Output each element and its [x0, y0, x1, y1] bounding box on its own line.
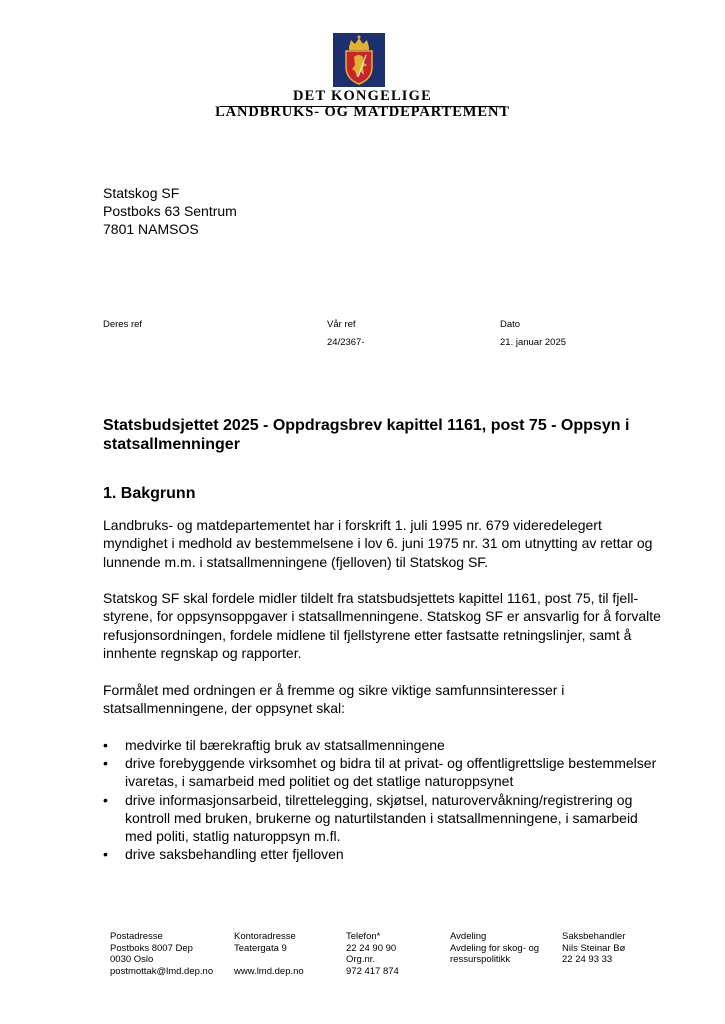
- footer-kontoradresse: Kontoradresse Teatergata 9 www.lmd.dep.no: [234, 931, 304, 977]
- footer-saksbehandler: Saksbehandler Nils Steinar Bø 22 24 93 33: [562, 931, 626, 965]
- list-item: • drive saksbehandling etter fjelloven: [103, 846, 344, 863]
- recipient-city: 7801 NAMSOS: [103, 221, 199, 237]
- footer-postadresse: Postadresse Postboks 8007 Dep 0030 Oslo postmottak@lmd.dep.no: [110, 931, 214, 977]
- bullet-icon: •: [103, 791, 108, 808]
- paragraph-3: Formålet med ordningen er å fremme og sikre viktige samfunnsinteresser i statsallmenningene, der oppsynet skal:: [103, 682, 565, 717]
- recipient-address: [103, 184, 237, 238]
- department-name-line2: LANDBRUKS- OG MATDEPARTEMENT: [215, 104, 510, 120]
- bullet-icon: •: [103, 846, 108, 863]
- bullet-list: [103, 736, 663, 863]
- deres-ref-label: Deres ref: [103, 319, 143, 330]
- paragraph-1: Landbruks- og matdepartementet har i forskrift 1. juli 1995 nr. 679 videredelegert myndighet i medhold av bestemmelsene i lov 6. juni 1975 nr. 31 om utnytting av rettar og lunnende m.m. i statsallmenningene (fjelloven) til Statskog SF.: [103, 517, 653, 570]
- dato-value: 21. januar 2025: [500, 337, 567, 348]
- document-title: Statsbudsjettet 2025 - Oppdragsbrev kapittel 1161, post 75 - Oppsyn i statsallmenninger: [103, 417, 630, 453]
- footer-avdeling: Avdeling Avdeling for skog- og ressurspolitikk: [450, 931, 540, 965]
- dato-label: Dato: [500, 319, 521, 330]
- footer-website-link[interactable]: www.lmd.dep.no: [234, 965, 304, 977]
- list-item: • drive forebyggende virksomhet og bidra til at privat- og offentligrettslige bestemmelser ivaretas, i samarbeid med politiet og det statlige naturoppsynet: [103, 755, 657, 790]
- recipient-name: Statskog SF: [103, 185, 180, 201]
- footer-telefon: Telefon* 22 24 90 90 Org.nr. 972 417 874: [346, 931, 399, 977]
- var-ref-value: 24/2367-: [327, 337, 365, 348]
- norwegian-coat-of-arms-icon: [333, 33, 385, 87]
- bullet-icon: •: [103, 755, 108, 772]
- paragraph-2: Statskog SF skal fordele midler tildelt fra statsbudsjettets kapittel 1161, post 75, til fjell-styrene, for oppsynsoppgaver i statsallmenningene. Statskog SF er ansvarlig for å forvalte refusjonsordningen, fordele midlene til fjellstyrene etter fastsatte retningslinjer, samt å innhente regnskap og rapporter.: [103, 590, 661, 662]
- var-ref-label: Vår ref: [327, 319, 356, 330]
- section-heading: 1. Bakgrunn: [103, 485, 196, 502]
- department-name-line1: DET KONGELIGE: [292, 88, 433, 104]
- footer-email-link[interactable]: postmottak@lmd.dep.no: [110, 965, 214, 977]
- list-item: • medvirke til bærekraftig bruk av statsallmenningene: [103, 737, 445, 753]
- recipient-postbox: Postboks 63 Sentrum: [103, 203, 237, 219]
- list-item: • drive informasjonsarbeid, tilrettelegging, skjøtsel, naturovervåkning/registrering og kontroll med bruken, brukerne og naturtilstanden i statsallmenningene, i samarbeid med politi, statlig naturoppsyn m.fl.: [103, 791, 638, 845]
- bullet-icon: •: [103, 737, 108, 753]
